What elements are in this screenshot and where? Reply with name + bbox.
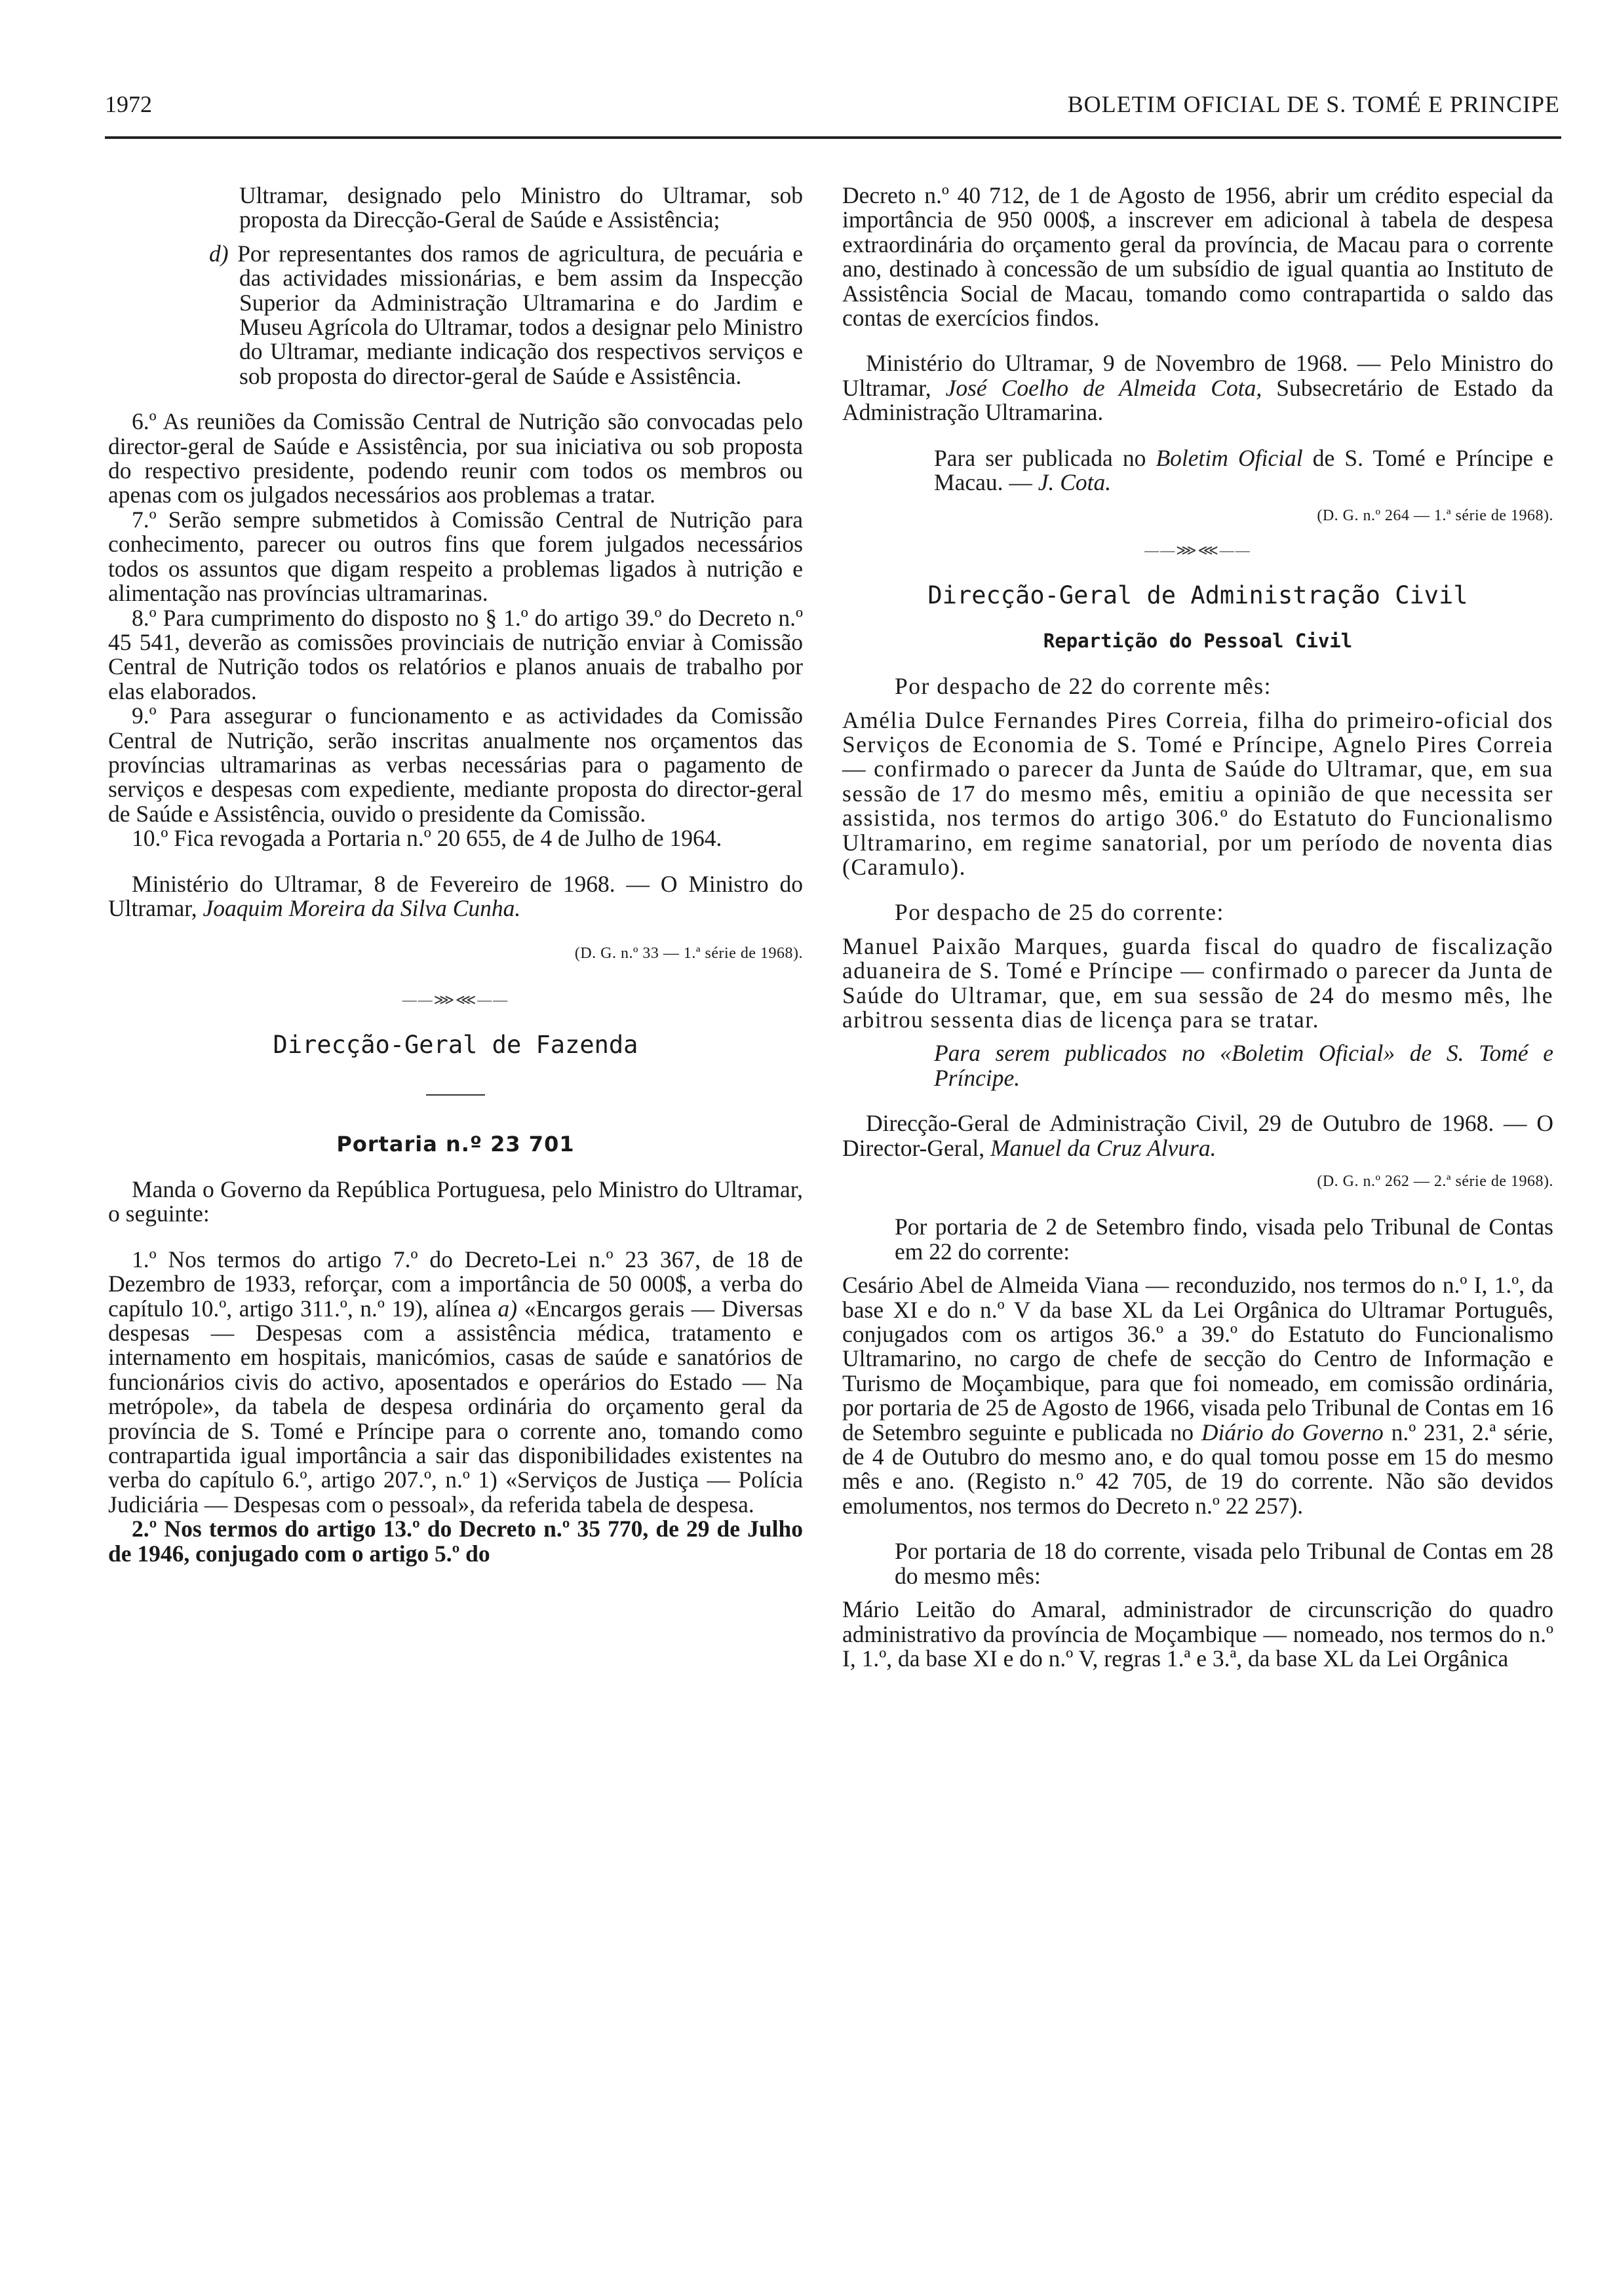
p1-part-a: 1.º Nos termos do artigo 7.º do Decreto-Lei n.º 23 367, de 18 de Dezembro de 1933, reforçar, com a importância de 50 000$, a verba do capítulo 10.º, artigo 311.º, n.º 19), alínea	[108, 1246, 803, 1322]
signature-block-3	[842, 1111, 1553, 1160]
signature-3-name: Manuel da Cruz Alvura.	[990, 1134, 1216, 1161]
paragraph-6: 6.º As reuniões da Comissão Central de Nutrição são convocadas pelo director-geral de Saúde e Assistência, por sua iniciativa ou sob proposta do respectivo presidente, podendo reunir com todos os membros ou apenas com os julgados necessários aos problemas a tratar.	[108, 408, 803, 508]
item-d-text: Por representantes dos ramos de agricultura, de pecuária e das actividades missionárias, e bem assim da Inspecção Superior da Administração Ultramarina e do Jardim e Museu Agrícola do Ultramar, todos a designar pelo Ministro do Ultramar, mediante indicação dos respectivos serviços e sob proposta do director-geral de Saúde e Assistência.	[237, 240, 804, 389]
signature-2-name: José Coelho de Almeida Cota,	[945, 374, 1262, 401]
header-rule	[105, 136, 1561, 139]
list-continuation: Ultramar, designado pelo Ministro do Ultramar, sob proposta da Direcção-Geral de Saúde e Assistência;	[239, 182, 803, 233]
section-title-fazenda: Direcção-Geral de Fazenda	[273, 1031, 638, 1060]
signature-name: Joaquim Moreira da Silva Cunha.	[203, 894, 521, 921]
item-d-marker: d)	[209, 240, 229, 267]
pub1-b: Boletim Oficial	[1156, 444, 1303, 471]
entry-mario: Mário Leitão do Amaral, administrador de circunscrição do quadro administrativo da província de Moçambique — nomeado, nos termos do n.º I, 1.º, da base XI e do n.º V, regras 1.ª e 3.ª, da base XL da Lei Orgânica	[842, 1596, 1553, 1672]
publication-note-1	[842, 446, 1553, 495]
portaria-title: Portaria n.º 23 701	[336, 1131, 575, 1157]
signature-place-date: Ministério do Ultramar, 8 de Fevereiro de 1968. — O Ministro do Ultramar,	[108, 870, 803, 921]
signature-block	[108, 872, 803, 921]
p1-marker: a)	[497, 1295, 518, 1322]
cesario-c: n.º 231, 2.ª série, de 4 de Outubro do mesmo ano, e do qual tomou posse em 15 do mesmo mês e ano. (Registo n.º 42 705, de 19 do corrente. Não são devidos emolumentos, nos termos do Decreto n.º 22 257).	[842, 1419, 1554, 1519]
decree-continuation: Decreto n.º 40 712, de 1 de Agosto de 1956, abrir um crédito especial da importância de 950 000$, a inscrever em adicional à tabela de despesa extraordinária do orçamento geral da província, de Macau para o corrente ano, destinado à concessão de um subsídio de igual quantia ao Instituto de Assistência Social de Macau, tomando como contrapartida o saldo das contas de exercícios findos.	[842, 182, 1553, 332]
paragraph-10: 10.º Fica revogada a Portaria n.º 20 655, de 4 de Julho de 1964.	[132, 825, 722, 852]
gazette-reference-3: (D. G. n.º 262 — 2.ª série de 1968).	[1317, 1173, 1553, 1190]
right-column	[842, 183, 1553, 1671]
page-header	[105, 90, 1560, 136]
running-title: BOLETIM OFICIAL DE S. TOMÉ E PRINCIPE	[1067, 91, 1560, 117]
despacho-2: Por despacho de 25 do corrente:	[895, 899, 1224, 926]
pub1-a: Para ser publicada no	[934, 444, 1146, 471]
pub1-d: J. Cota.	[1038, 469, 1112, 496]
subsection-title: Repartição do Pessoal Civil	[1043, 629, 1353, 652]
paragraph-9: 9.º Para assegurar o funcionamento e as actividades da Comissão Central de Nutrição, serão inscritas anualmente nos orçamentos das províncias ultramarinas as verbas necessárias para o pagamento de serviços e despesas com expediente, mediante proposta do director-geral de Saúde e Assistência, ouvido o presidente da Comissão.	[108, 702, 803, 827]
p1-part-b: «Encargos gerais — Diversas despesas — Despesas com a assistência médica, tratamento e internamento em hospitais, manicómios, casas de saúde e sanatórios de funcionários civis do activo, aposentados e operários do Estado — Na metrópole», da tabela de despesa ordinária do orçamento geral da província de S. Tomé e Príncipe para o corrente ano, tomando como contrapartida igual importância a sair das disponibilidades existentes na verba do capítulo 6.º, artigo 207.º, n.º 1) «Serviços de Justiça — Polícia Judiciária — Despesas com o pessoal», da referida tabela de despesa.	[108, 1295, 804, 1518]
page-number: 1972	[105, 91, 152, 117]
entry-cesario	[842, 1273, 1553, 1518]
signature-2-role: Subsecretário de Estado da Administração Ultramarina.	[842, 374, 1554, 426]
entry-amelia: Amélia Dulce Fernandes Pires Correia, filha do primeiro-oficial dos Serviços de Economia de S. Tomé e Príncipe, Agnelo Pires Correia — confirmado o parecer da Junta de Saúde do Ultramar, que, em sua sessão de 17 do mesmo mês, emitiu a opinião de que necessita ser assistida, nos termos do artigo 306.º do Estatuto do Funcionalismo Ultramarino, em regime sanatorial, por um período de noventa dias (Caramulo).	[842, 706, 1553, 880]
signature-block-2	[842, 351, 1553, 425]
paragraph-7: 7.º Serão sempre submetidos à Comissão Central de Nutrição para conhecimento, parecer ou outros fins que forem julgados necessários todos os assuntos que digam respeito a problemas ligados à nutrição e alimentação nas províncias ultramarinas.	[108, 506, 803, 607]
section-ornament: ——⋙⋘——	[402, 991, 509, 1008]
portaria-intro: Manda o Governo da República Portuguesa, pelo Ministro do Ultramar, o seguinte:	[108, 1176, 803, 1227]
portaria-paragraph-2: 2.º Nos termos do artigo 13.º do Decreto n.º 35 770, de 29 de Julho de 1946, conjugado com o artigo 5.º do	[108, 1516, 803, 1567]
cesario-b: Diário do Governo	[1201, 1419, 1384, 1445]
list-item-d	[108, 242, 803, 389]
section-ornament-2: ——⋙⋘——	[1144, 541, 1251, 558]
signature-3-place-date: Direcção-Geral de Administração Civil, 29 de Outubro de 1968. — O Director-Geral,	[842, 1110, 1553, 1161]
paragraph-8: 8.º Para cumprimento do disposto no § 1.º do artigo 39.º do Decreto n.º 45 541, deverão as comissões provinciais de nutrição enviar à Comissão Central de Nutrição todos os relatórios e planos anuais de trabalho por elas elaborados.	[108, 604, 803, 704]
gazette-reference: (D. G. n.º 33 — 1.ª série de 1968).	[574, 945, 803, 963]
publication-note-2: Para serem publicados no «Boletim Oficial» de S. Tomé e Príncipe.	[934, 1040, 1553, 1091]
section-title-admin-civil: Direcção-Geral de Administração Civil	[927, 581, 1468, 610]
entry-manuel: Manuel Paixão Marques, guarda fiscal do quadro de fiscalização aduaneira de S. Tomé e Príncipe — confirmado o parecer da Junta de Saúde do Ultramar, que, em sua sessão de 24 do mesmo mês, lhe arbitrou sessenta dias de licença para se tratar.	[842, 932, 1553, 1033]
pub1-c: de S. Tomé e Príncipe e Macau. —	[934, 444, 1553, 496]
portaria-paragraph-1	[108, 1248, 803, 1517]
despacho-1: Por despacho de 22 do corrente mês:	[895, 673, 1272, 700]
portaria-notice-2: Por portaria de 18 do corrente, visada pelo Tribunal de Contas em 28 do mesmo mês:	[895, 1538, 1553, 1589]
gazette-reference-2: (D. G. n.º 264 — 1.ª série de 1968).	[1317, 507, 1553, 525]
left-column	[108, 183, 803, 1566]
portaria-notice-1: Por portaria de 2 de Setembro findo, visada pelo Tribunal de Contas em 22 do corrente:	[895, 1214, 1553, 1265]
signature-2-place-date: Ministério do Ultramar, 9 de Novembro de 1968. — Pelo Ministro do Ultramar,	[842, 350, 1553, 401]
cesario-a: Cesário Abel de Almeida Viana — reconduzido, nos termos do n.º I, 1.º, da base XI e do n.º V da base XL da Lei Orgânica do Ultramar Português, conjugados com os artigos 36.º a 39.º do Estatuto do Funcionalismo Ultramarino, no cargo de chefe de secção do Centro de Informação e Turismo de Moçambique, para que foi nomeado, em comissão ordinária, por portaria de 25 de Agosto de 1966, visada pelo Tribunal de Contas em 16 de Setembro seguinte e publicada no	[842, 1272, 1553, 1445]
